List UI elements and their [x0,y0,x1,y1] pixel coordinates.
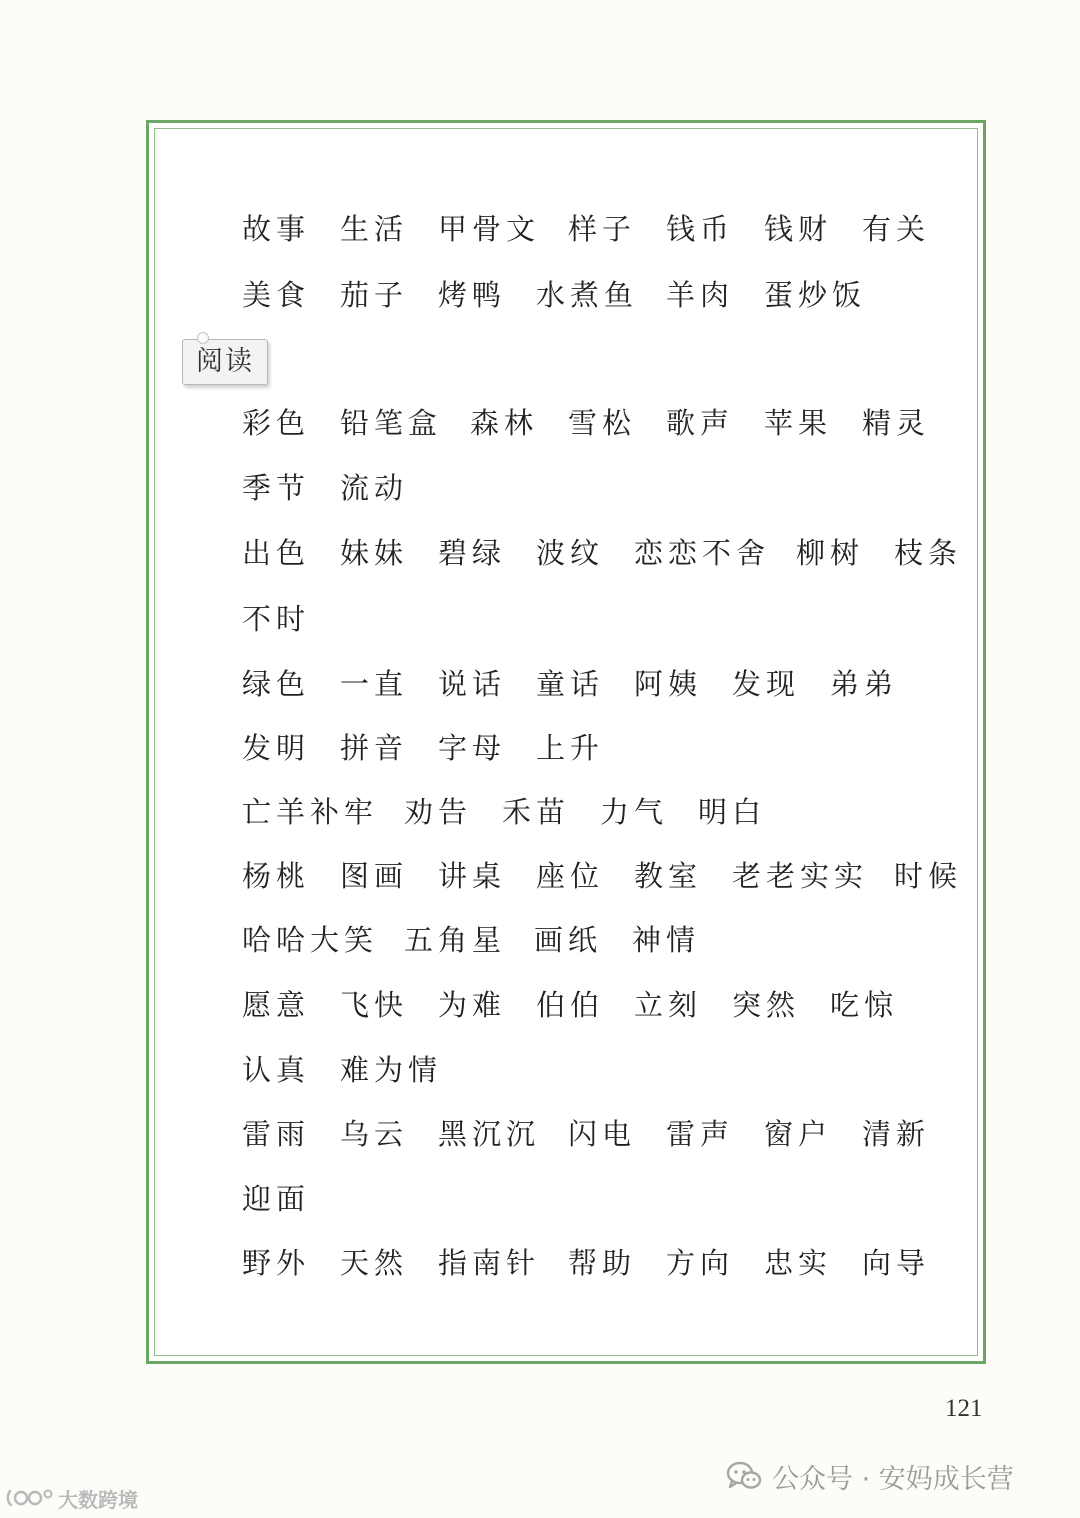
vocabulary-word: 飞快 [340,988,409,1022]
vocabulary-word: 吃惊 [830,988,899,1022]
vocabulary-word: 上升 [536,731,605,765]
vocabulary-word: 黑沉沉 [438,1117,541,1151]
vocabulary-word: 甲骨文 [438,212,541,246]
vocabulary-word: 柳树 [796,536,865,570]
vocabulary-word: 劝告 [404,795,473,829]
vocabulary-word: 字母 [438,731,507,765]
vocabulary-word: 明白 [698,795,767,829]
vocabulary-word: 恋恋不舍 [634,536,771,570]
vocabulary-word: 雷声 [666,1117,735,1151]
vocabulary-word: 野外 [242,1246,311,1280]
vocabulary-word: 帮助 [568,1246,637,1280]
vocabulary-word: 歌声 [666,406,735,440]
vocabulary-word: 向导 [862,1246,931,1280]
vocabulary-word: 力气 [600,795,669,829]
vocabulary-word: 生活 [340,212,409,246]
vocabulary-word: 蛋炒饭 [764,278,867,312]
vocabulary-word: 难为情 [340,1053,443,1087]
watermark-source [6,1484,138,1512]
vocabulary-word: 图画 [340,859,409,893]
vocabulary-word: 发明 [242,731,311,765]
vocabulary-word: 天然 [340,1246,409,1280]
page-number: 121 [945,1395,983,1422]
watermark-source-text: 大数跨境 [58,1487,138,1512]
vocabulary-word: 流动 [340,471,409,505]
vocabulary-word: 乌云 [340,1117,409,1151]
vocabulary-word: 精灵 [862,406,931,440]
vocabulary-word: 绿色 [242,667,311,701]
vocabulary-word: 闪电 [568,1117,637,1151]
vocabulary-word: 茄子 [340,278,409,312]
reading-tag-label: 阅读 [196,346,254,377]
vocabulary-word: 不时 [242,602,311,636]
vocabulary-word: 铅笔盒 [340,406,443,440]
vocabulary-word: 水煮鱼 [536,278,639,312]
wechat-icon [726,1461,762,1491]
vocabulary-word: 羊肉 [666,278,735,312]
vocabulary-word: 一直 [340,667,409,701]
vocabulary-word: 美食 [242,278,311,312]
vocabulary-word: 指南针 [438,1246,541,1280]
vocabulary-word: 教室 [634,859,703,893]
vocabulary-word: 阿姨 [634,667,703,701]
vocabulary-word: 说话 [438,667,507,701]
vocabulary-word: 杨桃 [242,859,311,893]
pin-icon [197,332,209,344]
reading-section-tag [182,339,268,385]
vocabulary-word: 时候 [894,859,963,893]
vocabulary-word: 为难 [438,988,507,1022]
vocabulary-word: 有关 [862,212,931,246]
vocabulary-word: 碧绿 [438,536,507,570]
vocabulary-word: 妹妹 [340,536,409,570]
vocabulary-word: 迎面 [242,1182,311,1216]
vocabulary-word: 发现 [732,667,801,701]
vocabulary-word: 方向 [666,1246,735,1280]
vocabulary-word: 拼音 [340,731,409,765]
vocabulary-word: 出色 [242,536,311,570]
vocabulary-word: 苹果 [764,406,833,440]
vocabulary-word: 季节 [242,471,311,505]
vocabulary-word: 立刻 [634,988,703,1022]
vocabulary-word: 哈哈大笑 [242,923,379,957]
vocabulary-word: 弟弟 [830,667,899,701]
vocabulary-word: 愿意 [242,988,311,1022]
vocabulary-word: 雪松 [568,406,637,440]
vocabulary-word: 伯伯 [536,988,605,1022]
vocabulary-word: 波纹 [536,536,605,570]
vocabulary-word: 突然 [732,988,801,1022]
vocabulary-word: 雷雨 [242,1117,311,1151]
logo-icon [6,1487,54,1509]
vocabulary-word: 彩色 [242,406,311,440]
vocabulary-word: 窗户 [764,1117,833,1151]
vocabulary-word: 清新 [862,1117,931,1151]
vocabulary-word: 枝条 [894,536,963,570]
vocabulary-word: 森林 [470,406,539,440]
watermark-account-text: 公众号 · 安妈成长营 [772,1463,1014,1495]
vocabulary-word: 亡羊补牢 [242,795,379,829]
vocabulary-word: 烤鸭 [438,278,507,312]
vocabulary-word: 老老实实 [732,859,869,893]
vocabulary-word: 五角星 [404,923,507,957]
vocabulary-word: 认真 [242,1053,311,1087]
watermark-account [726,1456,1014,1496]
vocabulary-word: 禾苗 [502,795,571,829]
vocabulary-word: 钱币 [666,212,735,246]
vocabulary-word: 童话 [536,667,605,701]
vocabulary-word: 讲桌 [438,859,507,893]
vocabulary-word: 故事 [242,212,311,246]
vocabulary-word: 画纸 [534,923,603,957]
vocabulary-word: 座位 [536,859,605,893]
vocabulary-word: 神情 [632,923,701,957]
vocabulary-word: 忠实 [764,1246,833,1280]
vocabulary-word: 钱财 [764,212,833,246]
vocabulary-word: 样子 [568,212,637,246]
